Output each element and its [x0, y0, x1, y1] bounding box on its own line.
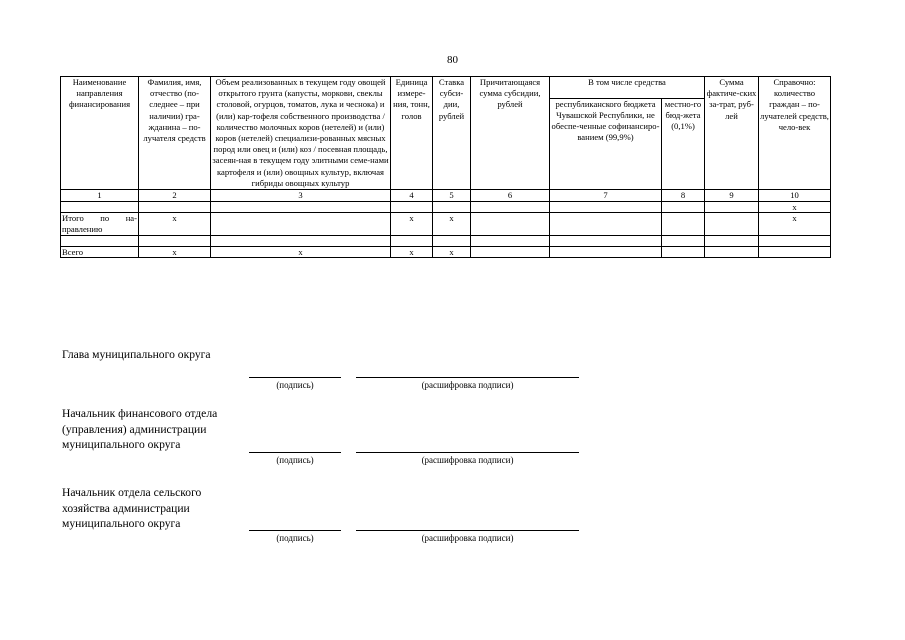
signature-line	[249, 377, 341, 378]
header-group-including: В том числе средства	[550, 77, 705, 99]
page-number: 80	[447, 54, 458, 66]
header-unit: Единица измере-ния, тонн, голов	[391, 77, 433, 190]
signature-caption: (подпись)	[276, 533, 314, 543]
table-row	[61, 202, 831, 213]
signature-line	[249, 530, 341, 531]
decode-caption: (расшифровка подписи)	[421, 533, 514, 543]
itogo-label: Итого по на-правлению	[62, 213, 137, 235]
header-local-budget: местно-го бюд-жета (0,1%)	[662, 98, 705, 189]
header-actual-costs: Сумма фактиче-ских за-трат, руб-лей	[705, 77, 759, 190]
colnum: 6	[471, 190, 550, 202]
x-mark: х	[139, 247, 211, 258]
colnum: 8	[662, 190, 705, 202]
x-mark: х	[759, 213, 831, 236]
colnum: 9	[705, 190, 759, 202]
x-mark: х	[139, 213, 211, 236]
header-subsidy-amount: Причитающаяся сумма субсидии, рублей	[471, 77, 550, 190]
header-republic-budget: республиканского бюджета Чувашской Республики, не обеспе-ченные софинансиро-ванием (99,9%)	[550, 98, 662, 189]
colnum: 10	[759, 190, 831, 202]
decode-line	[356, 530, 579, 531]
vsego-label: Всего	[61, 247, 139, 258]
x-mark: х	[391, 213, 433, 236]
signature-title-head: Глава муниципального округа	[62, 348, 211, 361]
header-direction: Наименование направления финансирования	[61, 77, 139, 190]
x-mark: х	[211, 247, 391, 258]
x-mark: х	[391, 247, 433, 258]
subsidy-table	[60, 76, 831, 258]
header-rate: Ставка субси-дии, рублей	[433, 77, 471, 190]
signature-title-agriculture: Начальник отдела сельского хозяйства администрации муниципального округа	[62, 486, 202, 530]
signature-caption: (подпись)	[276, 455, 314, 465]
colnum: 5	[433, 190, 471, 202]
decode-caption: (расшифровка подписи)	[421, 455, 514, 465]
header-recipient-name: Фамилия, имя, отчество (по-следнее – при наличии) гра-жданина – по-лучателя средств	[139, 77, 211, 190]
decode-line	[356, 377, 579, 378]
colnum: 3	[211, 190, 391, 202]
header-recipients-count: Справочно: количество граждан – по-лучателей средств, чело-век	[759, 77, 831, 190]
colnum: 1	[61, 190, 139, 202]
header-volume: Объем реализованных в текущем году овощей открытого грунта (капусты, моркови, свеклы столовой, огурцов, томатов, лука и чеснока) и (или) кар-тофеля собственного производства / количество молочных коров (нетелей) и (или) коров (нетелей) специализи-рованных мясных пород или овец и (или) коз / посевная площадь, засеян-ная в текущем году элитными семе-нами картофеля и (или) овощных культур, включая гибриды овощных культур	[212, 77, 389, 188]
header-row	[61, 77, 831, 99]
colnum: 7	[550, 190, 662, 202]
signature-caption: (подпись)	[276, 380, 314, 390]
signature-line	[249, 452, 341, 453]
x-mark: х	[433, 247, 471, 258]
decode-caption: (расшифровка подписи)	[421, 380, 514, 390]
x-mark: х	[433, 213, 471, 236]
decode-line	[356, 452, 579, 453]
colnum: 4	[391, 190, 433, 202]
colnum: 2	[139, 190, 211, 202]
table-row	[61, 236, 831, 247]
column-numbers-row	[61, 190, 831, 202]
table-row-itogo	[61, 213, 831, 236]
table-row-vsego	[61, 247, 831, 258]
signature-title-finance: Начальник финансового отдела (управления) администрации муниципального округа	[62, 407, 218, 451]
x-mark: х	[759, 202, 831, 213]
